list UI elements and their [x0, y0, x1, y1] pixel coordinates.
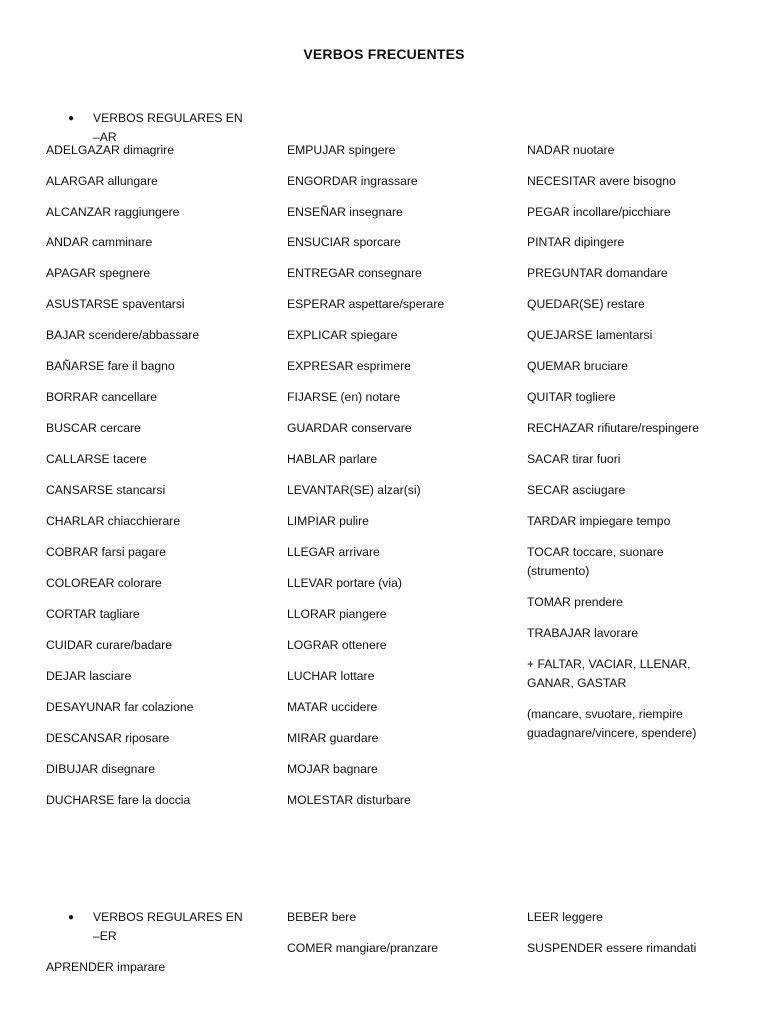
section-heading-er	[68, 908, 243, 946]
verb-item: ENSEÑAR insegnare	[287, 205, 403, 219]
verb-item: CALLARSE tacere	[46, 452, 147, 466]
verb-item: ENGORDAR ingrassare	[287, 174, 418, 188]
verb-item: LIMPIAR pulire	[287, 514, 369, 528]
verb-item: CORTAR tagliare	[46, 607, 140, 621]
bullet-icon: ●	[68, 113, 75, 124]
verb-item: ASUSTARSE spaventarsi	[46, 297, 185, 311]
verb-item: CHARLAR chiacchierare	[46, 514, 181, 528]
verb-item: BEBER bere	[287, 910, 357, 924]
verb-item: FIJARSE (en) notare	[287, 390, 401, 404]
verb-item: COLOREAR colorare	[46, 576, 162, 590]
verb-item: MOLESTAR disturbare	[287, 793, 411, 807]
verb-item: NECESITAR avere bisogno	[527, 174, 676, 188]
verb-item: PINTAR dipingere	[527, 235, 625, 249]
page-title: VERBOS FRECUENTES	[303, 46, 465, 62]
verb-item: TRABAJAR lavorare	[527, 626, 639, 640]
verb-item: TOCAR toccare, suonare (strumento)	[527, 545, 664, 578]
verb-item: APRENDER imparare	[46, 960, 166, 974]
verb-item: DESCANSAR riposare	[46, 731, 170, 745]
verb-item: DIBUJAR disegnare	[46, 762, 156, 776]
verb-item: QUEMAR bruciare	[527, 359, 628, 373]
verb-item: LOGRAR ottenere	[287, 638, 387, 652]
verb-item: EMPUJAR spingere	[287, 143, 396, 157]
verb-item: SACAR tirar fuori	[527, 452, 621, 466]
verb-item: DESAYUNAR far colazione	[46, 700, 194, 714]
verb-item: DUCHARSE fare la doccia	[46, 793, 191, 807]
verb-item: LEVANTAR(SE) alzar(si)	[287, 483, 421, 497]
verb-item: SECAR asciugare	[527, 483, 626, 497]
verb-item: LUCHAR lottare	[287, 669, 375, 683]
verb-item: BAJAR scendere/abbassare	[46, 328, 200, 342]
verb-item: LLORAR piangere	[287, 607, 387, 621]
verb-item: BORRAR cancellare	[46, 390, 158, 404]
verb-item: PEGAR incollare/picchiare	[527, 205, 671, 219]
verb-item: LEER leggere	[527, 910, 603, 924]
verb-item: MOJAR bagnare	[287, 762, 378, 776]
verb-item: ALCANZAR raggiungere	[46, 205, 180, 219]
verb-item: LLEVAR portare (via)	[287, 576, 402, 590]
verb-item: TARDAR impiegare tempo	[527, 514, 671, 528]
verb-item: LLEGAR arrivare	[287, 545, 380, 559]
verb-item: QUITAR togliere	[527, 390, 616, 404]
verb-item: + FALTAR, VACIAR, LLENAR, GANAR, GASTAR	[527, 657, 691, 690]
verb-item: (mancare, svuotare, riempire guadagnare/vincere, spendere)	[527, 707, 697, 740]
verb-item: DEJAR lasciare	[46, 669, 132, 683]
verb-item: PREGUNTAR domandare	[527, 266, 668, 280]
verb-item: COBRAR farsi pagare	[46, 545, 166, 559]
verb-item: QUEDAR(SE) restare	[527, 297, 645, 311]
verb-item: ANDAR camminare	[46, 235, 153, 249]
verb-item: APAGAR spegnere	[46, 266, 151, 280]
verb-item: ADELGAZAR dimagrire	[46, 143, 175, 157]
verb-item: EXPRESAR esprimere	[287, 359, 411, 373]
verb-item: ESPERAR aspettare/sperare	[287, 297, 445, 311]
section-heading-ar-text: VERBOS REGULARES EN –AR	[93, 111, 243, 144]
verb-item: CUIDAR curare/badare	[46, 638, 172, 652]
verb-item: COMER mangiare/pranzare	[287, 941, 439, 955]
verb-item: NADAR nuotare	[527, 143, 615, 157]
verb-item: MIRAR guardare	[287, 731, 379, 745]
verb-item: QUEJARSE lamentarsi	[527, 328, 653, 342]
verb-item: BAÑARSE fare il bagno	[46, 359, 175, 373]
verb-item: ALARGAR allungare	[46, 174, 158, 188]
verb-item: CANSARSE stancarsi	[46, 483, 166, 497]
verb-item: ENTREGAR consegnare	[287, 266, 422, 280]
bullet-icon: ●	[68, 912, 75, 923]
verb-item: SUSPENDER essere rimandati	[527, 941, 697, 955]
section-heading-er-text: VERBOS REGULARES EN –ER	[93, 910, 243, 943]
verb-item: BUSCAR cercare	[46, 421, 141, 435]
verb-item: HABLAR parlare	[287, 452, 378, 466]
verb-item: RECHAZAR rifiutare/respingere	[527, 421, 700, 435]
verb-item: TOMAR prendere	[527, 595, 623, 609]
verb-item: EXPLICAR spiegare	[287, 328, 398, 342]
verb-item: ENSUCIAR sporcare	[287, 235, 401, 249]
verb-item: GUARDAR conservare	[287, 421, 412, 435]
verb-item: MATAR uccidere	[287, 700, 378, 714]
